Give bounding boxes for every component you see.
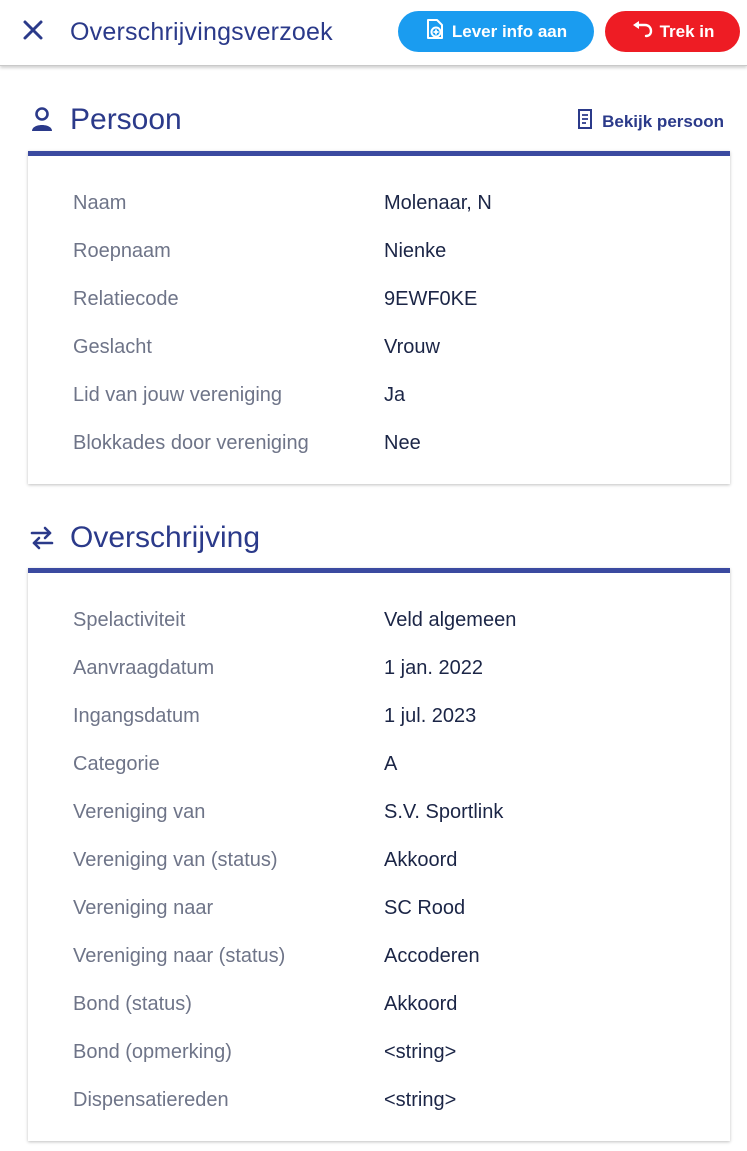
row-label: Blokkades door vereniging xyxy=(73,432,309,454)
overschrijving-row xyxy=(28,941,730,971)
trek-in-label: Trek in xyxy=(659,21,715,41)
row-label: Spelactiviteit xyxy=(73,609,186,631)
close-button[interactable] xyxy=(18,17,48,47)
overschrijving-row xyxy=(28,845,730,875)
overschrijving-card xyxy=(28,568,730,1141)
row-label: Vereniging van xyxy=(73,801,206,823)
overschrijving-row xyxy=(28,749,730,779)
overschrijving-row xyxy=(28,989,730,1019)
persoon-section-header xyxy=(28,100,730,140)
overschrijving-row xyxy=(28,1037,730,1067)
row-label: Bond (opmerking) xyxy=(73,1041,232,1063)
undo-arrow-icon xyxy=(631,20,653,43)
row-value: Ja xyxy=(384,384,406,406)
row-value: 1 jul. 2023 xyxy=(384,705,477,727)
page-title: Overschrijvingsverzoek xyxy=(70,18,333,46)
persoon-card xyxy=(28,151,730,484)
overschrijving-title: Overschrijving xyxy=(70,521,261,554)
row-value: Molenaar, N xyxy=(384,192,492,214)
persoon-row xyxy=(28,284,730,314)
overschrijving-row xyxy=(28,797,730,827)
persoon-row xyxy=(28,332,730,362)
row-value: SC Rood xyxy=(384,897,466,919)
persoon-row xyxy=(28,236,730,266)
overschrijving-row xyxy=(28,893,730,923)
row-value: Akkoord xyxy=(384,993,458,1015)
row-label: Vereniging naar xyxy=(73,897,214,919)
close-icon xyxy=(21,18,45,47)
document-icon xyxy=(576,108,594,135)
persoon-title: Persoon xyxy=(70,103,182,136)
lever-info-aan-label: Lever info aan xyxy=(451,21,568,41)
trek-in-button[interactable] xyxy=(605,11,740,52)
row-value: <string> xyxy=(384,1041,457,1063)
persoon-row xyxy=(28,188,730,218)
row-value: Vrouw xyxy=(384,336,440,358)
row-value: Veld algemeen xyxy=(384,609,517,631)
row-label: Aanvraagdatum xyxy=(73,657,215,679)
row-label: Vereniging naar (status) xyxy=(73,945,286,967)
row-label: Relatiecode xyxy=(73,288,179,310)
row-label: Naam xyxy=(73,192,127,214)
lever-info-aan-button[interactable] xyxy=(398,11,594,52)
overschrijving-row xyxy=(28,605,730,635)
persoon-row xyxy=(28,380,730,410)
row-label: Vereniging van (status) xyxy=(73,849,278,871)
row-value: S.V. Sportlink xyxy=(384,801,504,823)
row-value: Nienke xyxy=(384,240,447,262)
bekijk-persoon-label: Bekijk persoon xyxy=(602,111,724,131)
row-value: A xyxy=(384,753,398,775)
row-label: Lid van jouw vereniging xyxy=(73,384,283,406)
row-value: Akkoord xyxy=(384,849,458,871)
persoon-row xyxy=(28,428,730,458)
row-value: Accoderen xyxy=(384,945,480,967)
top-bar xyxy=(0,0,747,66)
row-label: Geslacht xyxy=(73,336,152,358)
row-label: Roepnaam xyxy=(73,240,171,262)
row-value: <string> xyxy=(384,1089,457,1111)
row-value: 1 jan. 2022 xyxy=(384,657,483,679)
row-label: Ingangsdatum xyxy=(73,705,200,727)
row-label: Dispensatiereden xyxy=(73,1089,229,1111)
overschrijving-row xyxy=(28,701,730,731)
document-add-icon xyxy=(425,18,445,45)
transfer-arrows-icon xyxy=(28,524,56,552)
bekijk-persoon-link[interactable] xyxy=(576,108,724,135)
overschrijving-section-header xyxy=(28,518,730,558)
person-icon xyxy=(28,106,56,134)
row-label: Bond (status) xyxy=(73,993,192,1015)
overschrijving-row xyxy=(28,1085,730,1115)
row-value: Nee xyxy=(384,432,421,454)
row-value: 9EWF0KE xyxy=(384,288,478,310)
row-label: Categorie xyxy=(73,753,160,775)
overschrijving-row xyxy=(28,653,730,683)
